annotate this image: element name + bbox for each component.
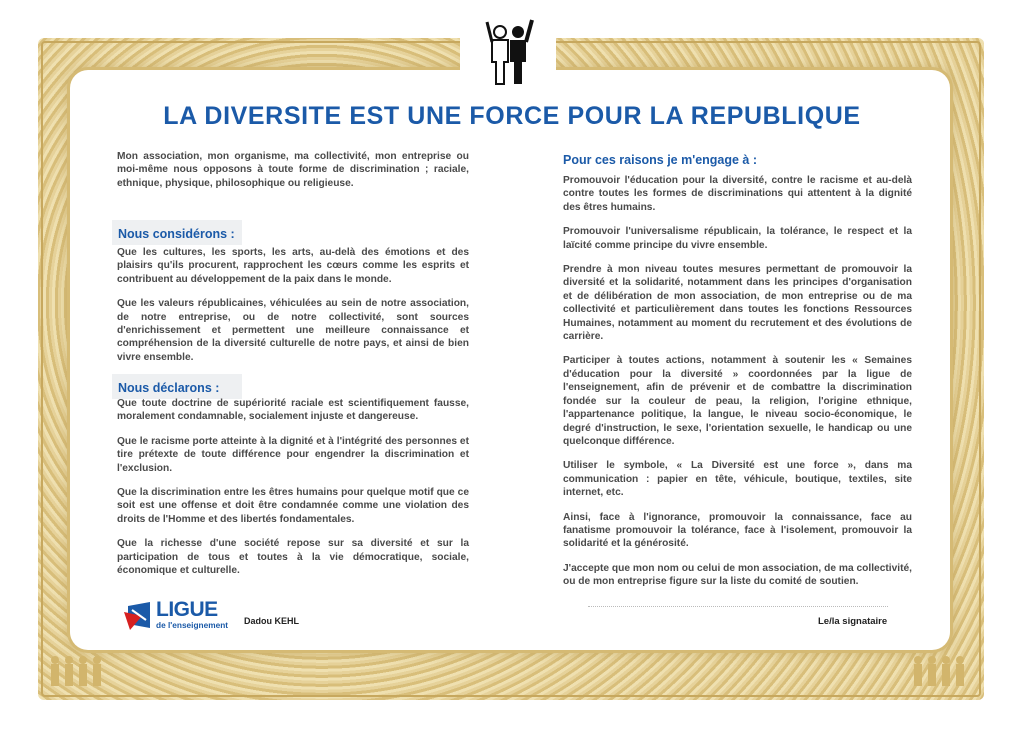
signature-line [588, 606, 888, 607]
consider-heading-box [112, 220, 242, 245]
consider-section [117, 246, 469, 375]
consider-paragraph: Que les valeurs républicaines, véhiculées au sein de notre association, de notre entreprise, ou de notre collectivité, sont sources d'enrichissement et permettent une meilleure connaissance et compréhension de la diversité culturelle de notre pays, et ainsi de bien vivre ensemble. [117, 298, 469, 363]
declare-paragraph: Que la richesse d'une société repose sur sa diversité et sur la participation de tous et toutes à la vie démocratique, sociale, économique et culturelle. [117, 538, 469, 577]
president-name: Dadou KEHL [244, 616, 299, 626]
consider-paragraph: Que les cultures, les sports, les arts, au-delà des émotions et des plaisirs qu'ils procurent, rapprochent les cœurs comme les esprits et contribuent au développement de la paix dans le monde. [117, 247, 469, 285]
engage-paragraph: Prendre à mon niveau toutes mesures permettant de promouvoir la diversité et la solidarité, notamment dans les principes d'organisation et de délibération de mon association, de mon entreprise ou de ma collectivité et particulièrement dans toutes les fonctions Ressources Humaines, notamment au moment du recrutement et des évolutions de carrière. [563, 264, 912, 343]
ligue-subtitle: de l'enseignement [156, 620, 229, 630]
page-title: LA DIVERSITE EST UNE FORCE POUR LA REPUBLIQUE [163, 102, 861, 130]
declare-section [117, 397, 469, 588]
engage-paragraph: J'accepte que mon nom ou celui de mon association, de ma collectivité, ou de mon entreprise figure sur la liste du comité de soutien. [563, 562, 912, 588]
ligue-logo [124, 600, 240, 634]
intro-paragraph: Mon association, mon organisme, ma collectivité, mon entreprise ou moi-même nous opposons à toute forme de discrimination ; raciale, ethnique, physique, philosophique ou religieuse. [117, 151, 469, 189]
people-figures-icon [908, 654, 978, 690]
engage-section [563, 174, 912, 600]
ligue-flag-icon [124, 600, 154, 630]
ligue-wordmark: LIGUE [156, 598, 218, 621]
engage-paragraph: Promouvoir l'universalisme républicain, la tolérance, le respect et la laïcité comme principe du vivre ensemble. [563, 226, 912, 251]
engage-paragraph: Promouvoir l'éducation pour la diversité, contre le racisme et au-delà contre toutes les formes de discriminations qui attentent à la dignité des êtres humains. [563, 175, 912, 213]
engage-heading: Pour ces raisons je m'engage à : [563, 153, 758, 167]
declare-paragraph: Que le racisme porte atteinte à la dignité et à l'intégrité des personnes et tire prétexte de toute différence pour engendrer la discrimination et l'exclusion. [117, 435, 469, 474]
declare-heading: Nous déclarons : [118, 381, 220, 395]
declare-paragraph: Que la discrimination entre les êtres humains pour quelque motif que ce soit est une offense et doit être condamnée comme une violation des droits de l'Homme et des libertés fondamentales. [117, 487, 469, 525]
engage-paragraph: Ainsi, face à l'ignorance, promouvoir la connaissance, face au fanatisme promouvoir la tolérance, face à l'isolement, promouvoir la solidarité et la générosité. [563, 511, 912, 550]
two-figures-icon [484, 18, 536, 86]
declare-paragraph: Que toute doctrine de supériorité raciale est scientifiquement fausse, moralement condamnable, socialement injuste et dangereuse. [117, 398, 469, 423]
engage-paragraph: Utiliser le symbole, « La Diversité est une force », dans ma communication : papier en tête, véhicule, boutique, textiles, site internet, etc. [563, 460, 912, 499]
declare-heading-box [112, 374, 242, 399]
consider-heading: Nous considérons : [118, 227, 235, 241]
people-figures-icon [45, 654, 115, 690]
engage-paragraph: Participer à toutes actions, notamment à soutenir les « Semaines d'éducation pour la diversité » coordonnées par la ligue de l'enseignement, afin de prévenir et de combattre la discrimination fondée sur la couleur de peau, la religion, l'origine ethnique, l'appartenance politique, la langue, le niveau socio-économique, le degré d'instruction, le sexe, l'orientation sexuelle, le handicap ou une quelconque différence. [563, 355, 912, 447]
signatory-label: Le/la signataire [818, 616, 888, 627]
